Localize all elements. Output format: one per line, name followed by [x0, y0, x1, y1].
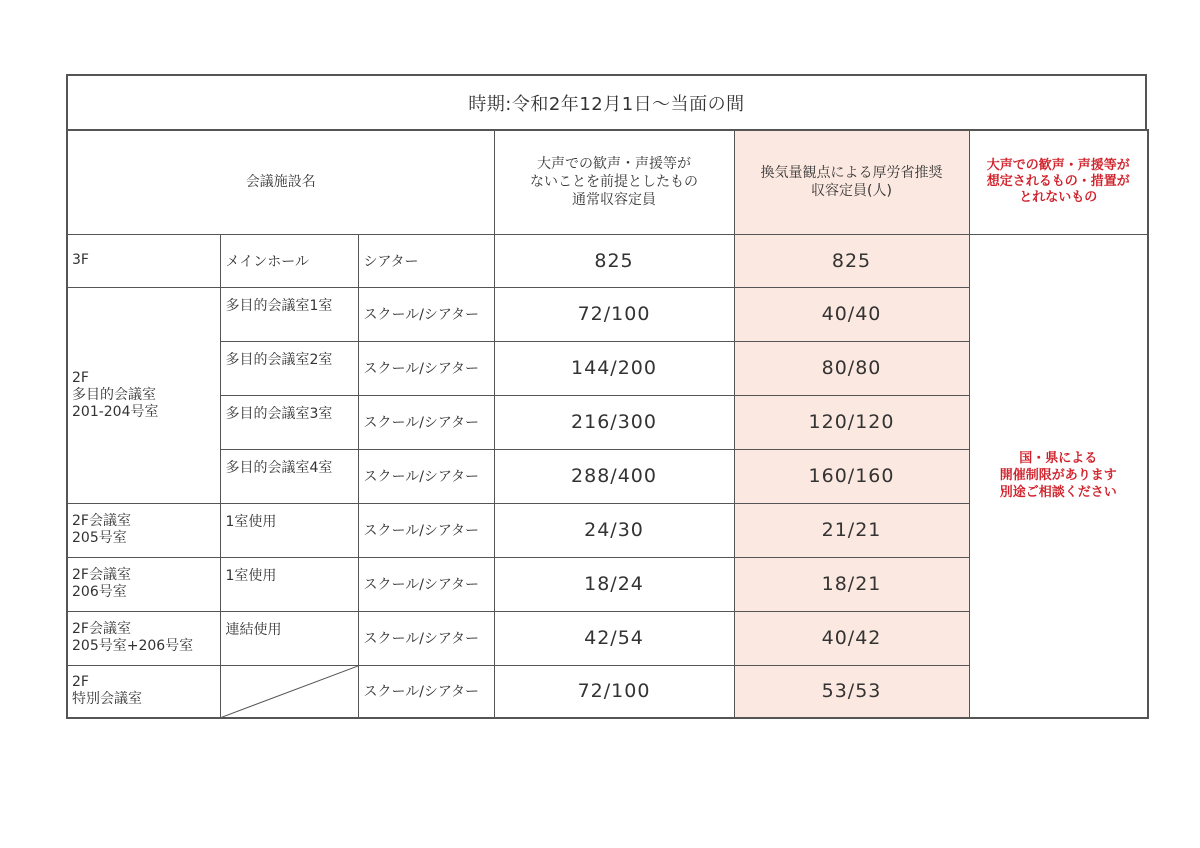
ventilation-capacity-cell: 40/40 [734, 287, 969, 341]
capacity-table [66, 129, 1149, 719]
header-loud-cheering-text: 大声での歓声・声援等が 想定されるもの・措置が とれないもの [986, 158, 1130, 206]
header-row [67, 130, 1148, 234]
header-ventilation-capacity [734, 130, 969, 234]
ventilation-capacity-cell: 53/53 [734, 665, 969, 718]
ventilation-capacity-cell: 80/80 [734, 341, 969, 395]
floor-label: 2F 特別会議室 [72, 674, 142, 708]
normal-capacity-cell: 18/24 [494, 557, 734, 611]
room-cell: 多目的会議室4室 [220, 449, 358, 503]
table-row [67, 234, 1148, 287]
normal-capacity-cell: 216/300 [494, 395, 734, 449]
ventilation-capacity-cell: 40/42 [734, 611, 969, 665]
period-title: 時期:令和2年12月1日～当面の間 [66, 74, 1147, 129]
header-normal-text: 大声での歓声・声援等が ないことを前提としたもの 通常収容定員 [530, 156, 699, 209]
empty-room-cell [220, 665, 358, 718]
normal-capacity-cell: 42/54 [494, 611, 734, 665]
floor-label: 2F会議室 205号室 [72, 513, 131, 546]
room-cell: 1室使用 [220, 557, 358, 611]
floor-cell [67, 557, 220, 611]
floor-label: 2F 多目的会議室 201-204号室 [72, 369, 159, 420]
floor-label: 2F会議室 206号室 [72, 567, 131, 600]
ventilation-capacity-cell: 160/160 [734, 449, 969, 503]
ventilation-capacity-cell: 825 [734, 234, 969, 287]
layout-cell: スクール/シアター [358, 395, 494, 449]
restriction-note: 国・県による 開催制限があります 別途ご相談ください [999, 451, 1117, 501]
restriction-note-cell [969, 234, 1148, 718]
floor-label: 2F会議室 205号室+206号室 [72, 621, 194, 654]
layout-cell: シアター [358, 234, 494, 287]
header-loud-cheering [969, 130, 1148, 234]
header-normal-capacity [494, 130, 734, 234]
normal-capacity-cell: 288/400 [494, 449, 734, 503]
diagonal-slash-line [221, 666, 358, 718]
layout-cell: スクール/シアター [358, 503, 494, 557]
layout-cell: スクール/シアター [358, 611, 494, 665]
normal-capacity-cell: 825 [494, 234, 734, 287]
normal-capacity-cell: 24/30 [494, 503, 734, 557]
normal-capacity-cell: 144/200 [494, 341, 734, 395]
header-ventilation-text: 換気量観点による厚労省推奨 収容定員(人) [760, 165, 943, 200]
normal-capacity-cell: 72/100 [494, 287, 734, 341]
room-cell: 多目的会議室1室 [220, 287, 358, 341]
floor-cell [67, 665, 220, 718]
layout-cell: スクール/シアター [358, 341, 494, 395]
room-cell: 連結使用 [220, 611, 358, 665]
ventilation-capacity-cell: 18/21 [734, 557, 969, 611]
layout-cell: スクール/シアター [358, 449, 494, 503]
capacity-sheet [66, 74, 1147, 719]
room-cell: 1室使用 [220, 503, 358, 557]
ventilation-capacity-cell: 21/21 [734, 503, 969, 557]
layout-cell: スクール/シアター [358, 287, 494, 341]
header-facility-name: 会議施設名 [67, 130, 494, 234]
floor-cell [67, 611, 220, 665]
room-cell: メインホール [220, 234, 358, 287]
floor-cell [67, 503, 220, 557]
ventilation-capacity-cell: 120/120 [734, 395, 969, 449]
layout-cell: スクール/シアター [358, 665, 494, 718]
normal-capacity-cell: 72/100 [494, 665, 734, 718]
layout-cell: スクール/シアター [358, 557, 494, 611]
room-cell: 多目的会議室3室 [220, 395, 358, 449]
room-cell: 多目的会議室2室 [220, 341, 358, 395]
floor-cell: 3F [67, 234, 220, 287]
floor-cell [67, 287, 220, 503]
